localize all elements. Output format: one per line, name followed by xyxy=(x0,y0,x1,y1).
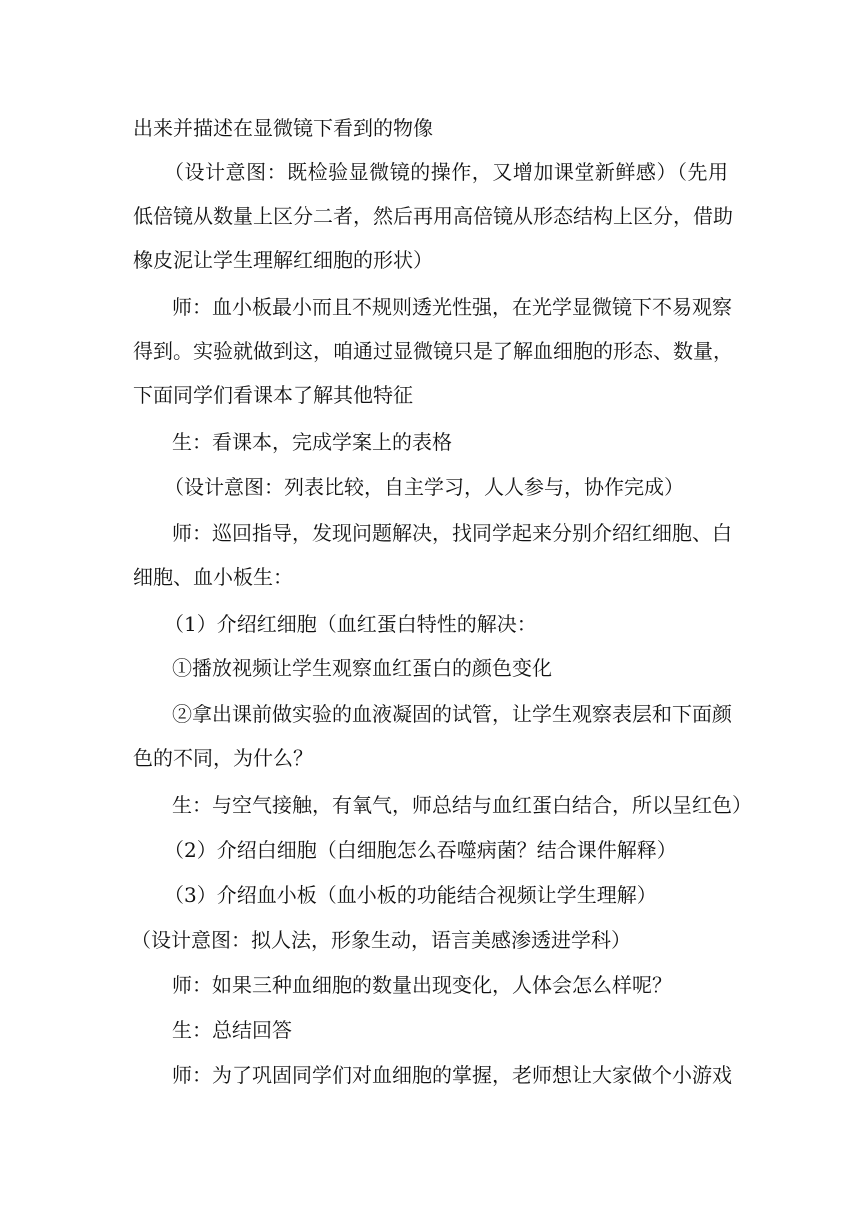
text-line: 得到。实验就做到这，咱通过显微镜只是了解血细胞的形态、数量， xyxy=(133,339,733,363)
text-line: 师：如果三种血细胞的数量出现变化，人体会怎么样呢？ xyxy=(172,973,672,997)
text-line: 生：看课本，完成学案上的表格 xyxy=(172,430,452,454)
text-line: （2）介绍白细胞（白细胞怎么吞噬病菌？结合课件解释） xyxy=(164,838,677,862)
text-line: 色的不同，为什么？ xyxy=(133,746,313,770)
text-line: （1）介绍红细胞（血红蛋白特性的解决： xyxy=(164,612,537,636)
text-line: ①播放视频让学生观察血红蛋白的颜色变化 xyxy=(172,656,552,680)
text-line: 师：巡回指导，发现问题解决，找同学起来分别介绍红细胞、白 xyxy=(172,521,732,545)
text-line: 出来并描述在显微镜下看到的物像 xyxy=(133,116,433,140)
text-line: 生：总结回答 xyxy=(172,1018,292,1042)
text-line: 橡皮泥让学生理解红细胞的形状） xyxy=(133,248,433,272)
text-line: 低倍镜从数量上区分二者，然后再用高倍镜从形态结构上区分，借助 xyxy=(133,204,733,228)
text-line: 师：血小板最小而且不规则透光性强，在光学显微镜下不易观察 xyxy=(172,295,732,319)
text-line: 师：为了巩固同学们对血细胞的掌握，老师想让大家做个小游戏 xyxy=(172,1063,732,1087)
text-line: （设计意图：拟人法，形象生动，语言美感渗透进学科） xyxy=(131,928,631,952)
text-line: 生：与空气接触，有氧气，师总结与血红蛋白结合，所以呈红色） xyxy=(172,793,752,817)
text-line: （设计意图：既检验显微镜的操作，又增加课堂新鲜感）（先用 xyxy=(164,160,728,184)
text-line: （3）介绍血小板（血小板的功能结合视频让学生理解） xyxy=(164,883,657,907)
text-line: 细胞、血小板生： xyxy=(133,565,293,589)
text-line: ②拿出课前做实验的血液凝固的试管，让学生观察表层和下面颜 xyxy=(172,702,732,726)
text-line: 下面同学们看课本了解其他特征 xyxy=(133,383,413,407)
text-line: （设计意图：列表比较，自主学习，人人参与，协作完成） xyxy=(164,475,684,499)
